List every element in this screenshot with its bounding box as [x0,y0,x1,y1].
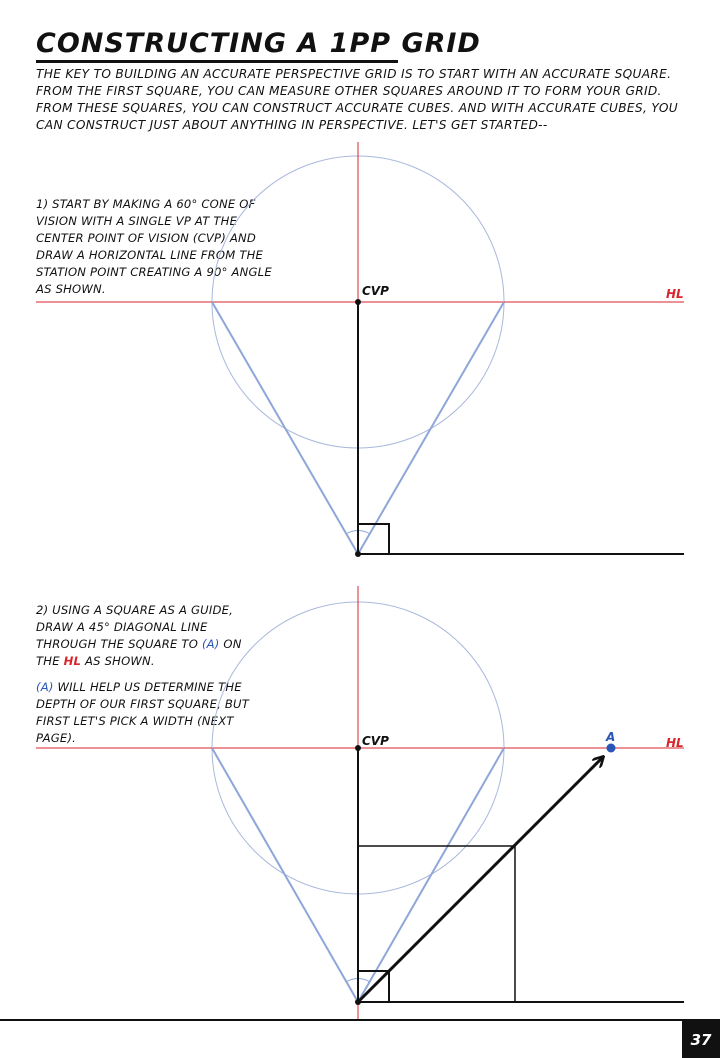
step-2-text-a: 2) USING A SQUARE AS A GUIDE, DRAW A 45° DIAGONAL LINE THROUGH THE SQUARE TO [36,603,233,651]
step-2-note-text: WILL HELP US DETERMINE THE DEPTH OF OUR FIRST SQUARE, BUT FIRST LET'S PICK A WIDTH (NEXT PAGE). [36,680,250,745]
cone-edge-left [212,748,358,1002]
cvp-point [355,299,361,305]
cvp-point [355,745,361,751]
cone-edge-right [358,748,504,1002]
step-2-text-e: AS SHOWN. [85,654,155,668]
diagonal-45-line [358,757,603,1002]
diagram-step-2 [36,586,684,1019]
cvp-label: CVP [362,284,389,298]
station-point [355,999,361,1005]
cone-edge-left [212,302,358,554]
page-title: CONSTRUCTING A 1PP GRID [36,28,481,59]
cvp-label: CVP [362,734,389,748]
step-1-text: 1) START BY MAKING A 60° CONE OF VISION WITH A SINGLE VP AT THE CENTER POINT OF VISION (CVP) AND DRAW A HORIZONTAL LINE FROM THE STATION POINT CREATING A 90° ANGLE AS SHOWN. [36,197,272,296]
step-2-text-c: ON THE [36,637,242,668]
footer-rule [0,1019,720,1021]
hl-label: HL [666,736,684,750]
hl-ref: HL [63,654,82,668]
page-number: 37 [682,1021,720,1058]
point-a-ref-2: (A) [36,680,54,694]
point-a-ref: (A) [201,637,220,651]
point-a-label: A [606,730,616,744]
hl-label: HL [666,287,684,301]
diagram-step-1 [36,142,684,557]
point-a [607,744,616,753]
intro-paragraph: THE KEY TO BUILDING AN ACCURATE PERSPECTIVE GRID IS TO START WITH AN ACCURATE SQUARE. FROM THE FIRST SQUARE, YOU CAN MEASURE OTHER SQUARES AROUND IT TO FORM YOUR GRID. FROM THESE SQUARES, YOU CAN CONSTRUCT ACCURATE CUBES. AND WITH ACCURATE CUBES, YOU CAN CONSTRUCT JUST ABOUT ANYTHING IN PERSPECTIVE. LET'S GET STARTED-- [36,67,678,132]
cone-edge-right [358,302,504,554]
station-point [355,551,361,557]
